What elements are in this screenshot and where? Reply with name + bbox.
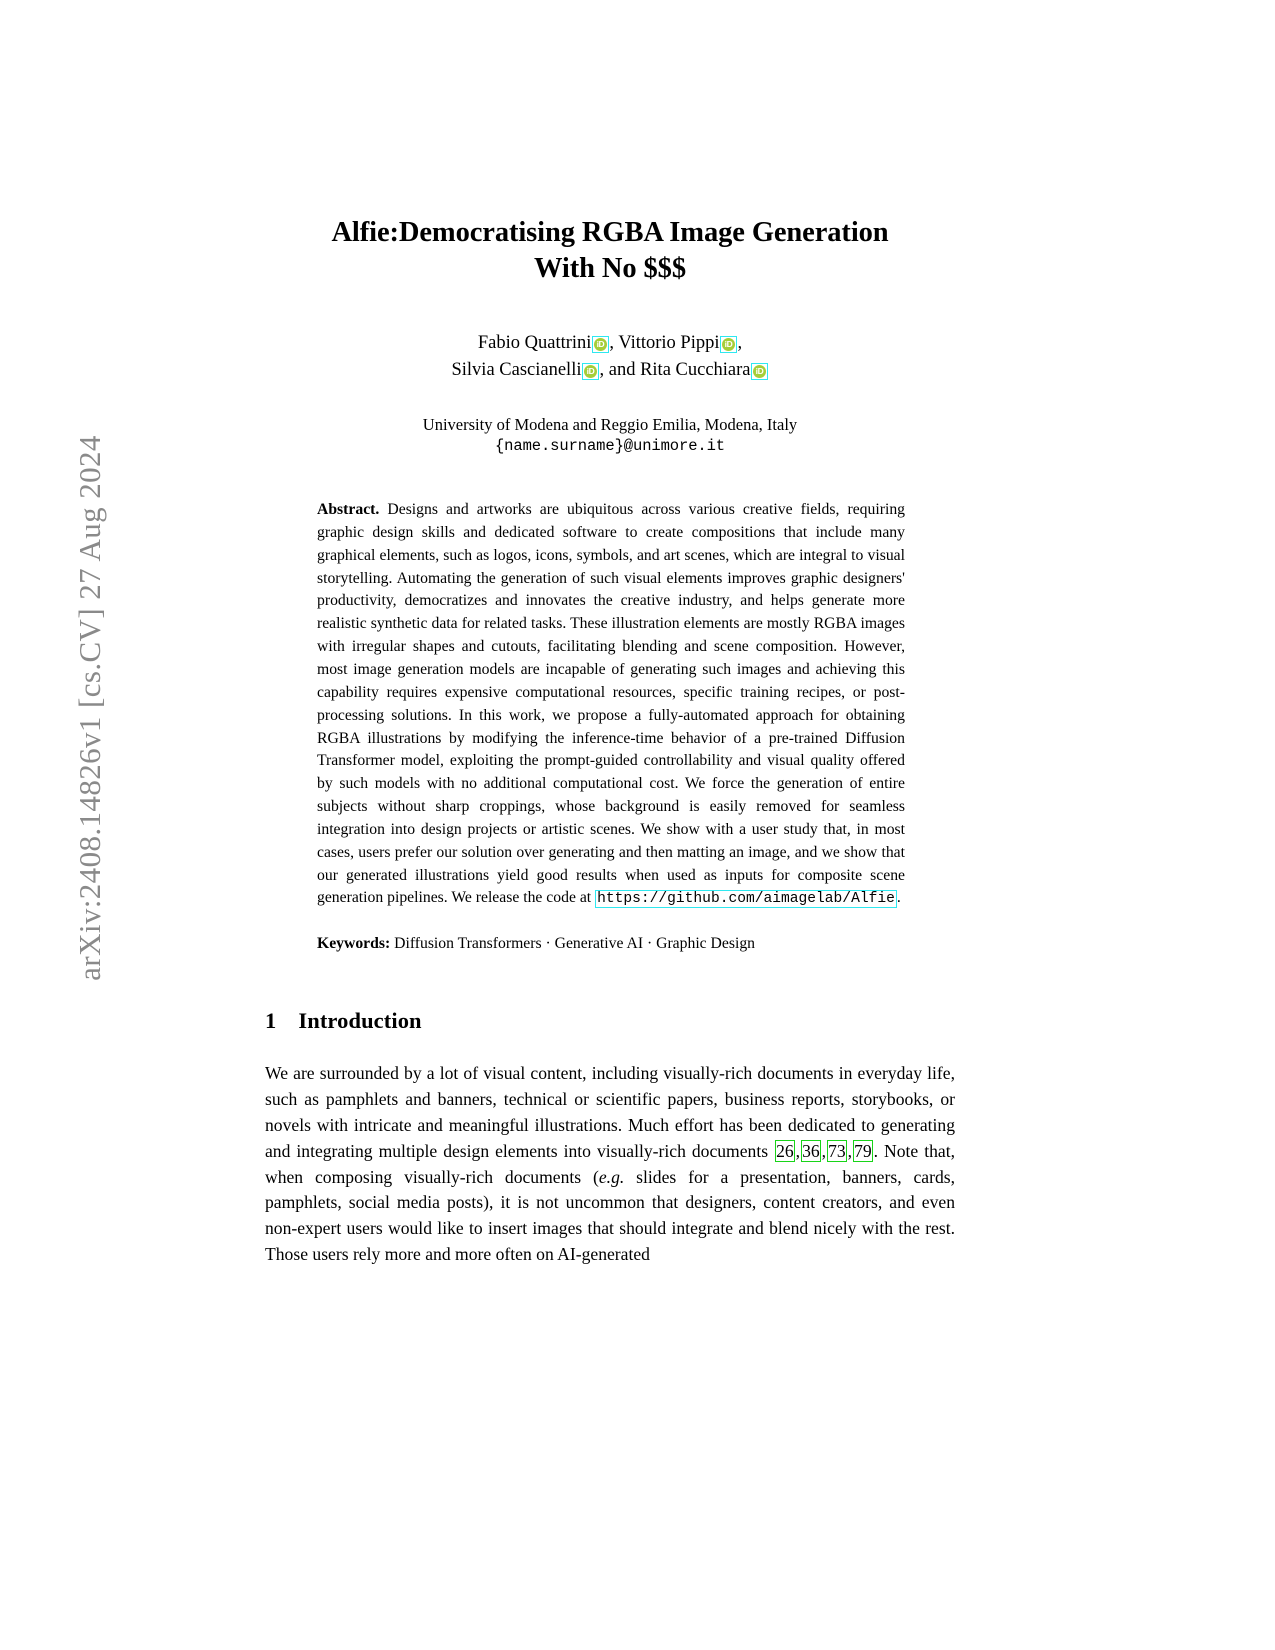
abstract-text-end: .	[896, 889, 901, 907]
arxiv-identifier-stamp: arXiv:2408.14826v1 [cs.CV] 27 Aug 2024	[72, 435, 107, 981]
abstract-label: Abstract.	[317, 501, 380, 519]
title-line-2: With No $$$	[534, 253, 686, 285]
orcid-icon: iD	[594, 338, 607, 351]
contact-email: {name.surname}@unimore.it	[494, 437, 726, 456]
author-list	[265, 330, 955, 383]
author-line1-comma: ,	[737, 332, 743, 353]
citation-ref[interactable]: 26	[776, 1140, 794, 1161]
title-line-1: Alfie:Democratising RGBA Image Generation	[331, 217, 889, 248]
keywords-label: Keywords:	[317, 934, 391, 952]
intro-text-part-2a: . Note that, when composing visually-rich documents (	[265, 1140, 955, 1187]
author-silvia-cascianelli: Silvia Cascianelli	[451, 359, 582, 380]
code-repository-link[interactable]: https://github.com/aimagelab/Alfie	[597, 891, 895, 908]
abstract-block	[317, 499, 905, 911]
orcid-link-vittorio-pippi[interactable]	[720, 336, 737, 353]
abstract-text: Designs and artworks are ubiquitous across various creative fields, requiring graphic design skills and dedicated software to create compositions that include many graphical elements, such as logos, icons, symbols, and art scenes, which are integral to visual storytelling. Automating the generation of such visual elements improves graphic designers' productivity, democratizes and innovates the creative industry, and helps generate more realistic synthetic data for related tasks. These illustration elements are mostly RGBA images with irregular shapes and cutouts, facilitating blending and scene composition. However, most image generation models are incapable of generating such images and achieving this capability requires expensive computational resources, specific training recipes, or post-processing solutions. In this work, we propose a fully-automated approach for obtaining RGBA illustrations by modifying the inference-time behavior of a pre-trained Diffusion Transformer model, exploiting the prompt-guided controllability and visual quality offered by such models with no additional computational cost. We force the generation of entire subjects without sharp croppings, whose background is easily removed for seamless integration into design projects or artistic scenes. We show with a user study that, in most cases, users prefer our solution over generating and then matting an image, and we show that our generated illustrations yield good results when used as inputs for composite scene generation pipelines. We release the code at	[317, 501, 906, 907]
intro-text-eg: e.g.	[598, 1166, 625, 1187]
intro-text-part-1: We are surrounded by a lot of visual content, including visually-rich documents in everyday life, such as pamphlets and banners, technical or scientific papers, business reports, storybooks, or novels with intricate and meaningful illustrations. Much effort has been dedicated to generating and integrating multiple design elements into visually-rich documents	[265, 1063, 955, 1161]
orcid-link-fabio-quattrini[interactable]	[592, 336, 609, 353]
orcid-link-rita-cucchiara[interactable]	[751, 363, 768, 380]
page-title	[265, 215, 955, 288]
author-fabio-quattrini: Fabio Quattrini	[477, 332, 592, 353]
citation-group: 26 , 36 , 73 , 79	[776, 1140, 872, 1161]
orcid-icon: iD	[584, 365, 597, 378]
keywords-text: Diffusion Transformers · Generative AI · Graphic Design	[394, 934, 756, 952]
orcid-icon: iD	[722, 338, 735, 351]
section-number: 1	[265, 1008, 277, 1034]
intro-text-part-2b: slides for a presentation, banners, cards, pamphlets, social media posts), it is not uncommon that designers, content creators, and even non-expert users would like to insert images that should integrate and blend nicely with the rest. Those users rely more and more often on AI-generated	[265, 1166, 956, 1264]
author-vittorio-pippi: , Vittorio Pippi	[609, 332, 720, 353]
keywords-block	[317, 933, 905, 956]
orcid-link-silvia-cascianelli[interactable]	[582, 363, 599, 380]
section-heading-introduction	[265, 1008, 955, 1034]
citation-ref[interactable]: 79	[854, 1140, 872, 1161]
paper-column	[265, 0, 955, 1268]
introduction-paragraph	[265, 1061, 955, 1267]
citation-ref[interactable]: 73	[828, 1140, 846, 1161]
author-rita-cucchiara: , and Rita Cucchiara	[599, 359, 751, 380]
section-title: Introduction	[298, 1008, 422, 1034]
affiliation: University of Modena and Reggio Emilia, Modena, Italy	[422, 415, 798, 435]
orcid-icon: iD	[753, 365, 766, 378]
citation-ref[interactable]: 36	[802, 1140, 820, 1161]
